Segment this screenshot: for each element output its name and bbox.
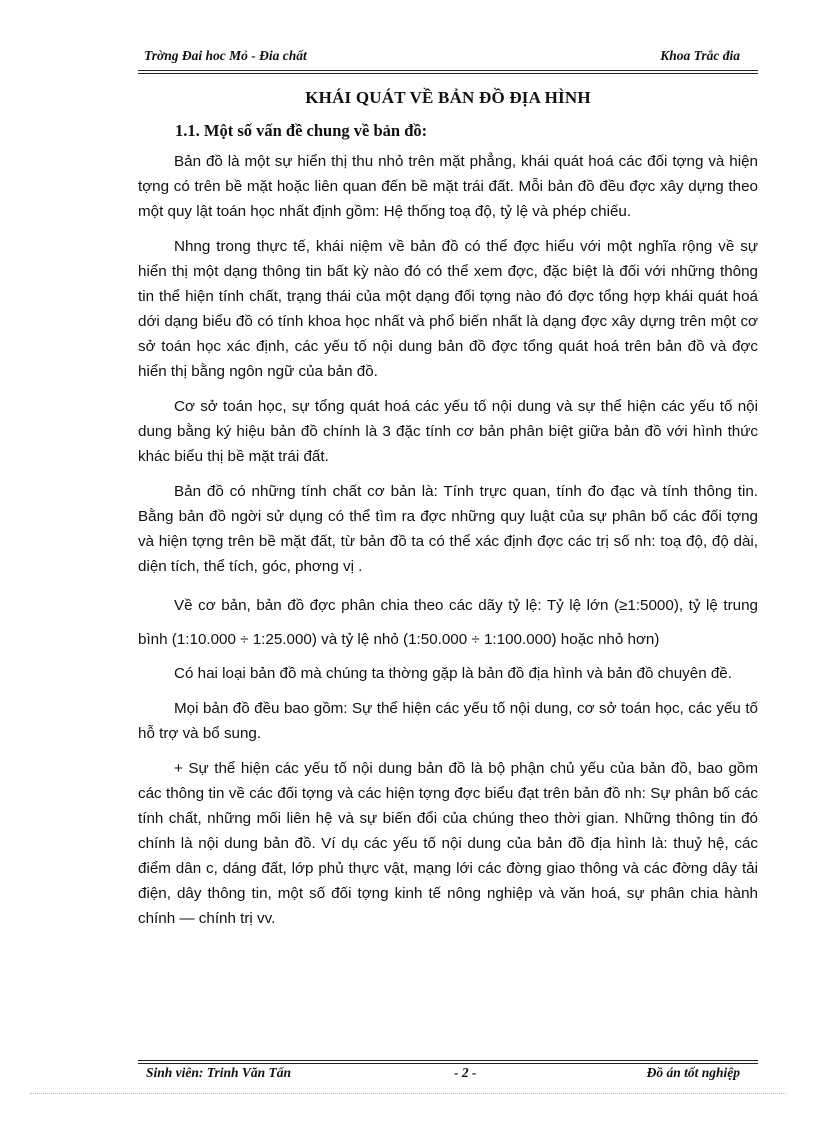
page-header <box>138 46 758 70</box>
page-number: - 2 - <box>454 1065 477 1080</box>
body-text <box>138 149 758 941</box>
section-heading: 1.1. Một số vấn đề chung về bản đồ: <box>175 121 428 140</box>
paragraph-4: Bản đồ có những tính chất cơ bản là: Tính trực quan, tính đo đạc và tính thông tin. Bằng bản đồ ngời sử dụng có thể tìm ra đợc những quy luật của sự phân bố các đối tợng và hiện tợng trên bề mặt đất, từ bản đồ ta có thể xác định đợc các trị số nh: toạ độ, độ dài, diện tích, thể tích, góc, phơng vị . <box>138 483 758 575</box>
footer-rule <box>138 1060 758 1061</box>
paragraph-8: + Sự thể hiện các yếu tố nội dung bản đồ là bộ phận chủ yếu của bản đồ, bao gồm các thông tin về các đối tợng và các hiện tợng đợc biểu đạt trên bản đồ nh: Sự phân bố các tính chất, những mối liên hệ và sự biến đổi của chúng theo thời gian. Những thông tin đó chính là nội dung bản đồ. Ví dụ các yếu tố nội dung của bản đồ địa hình là: thuỷ hệ, các điểm dân c, dáng đất, lớp phủ thực vật, mạng lới các đờng giao thông và các đờng dây tải điện, dây thông tin, một số đối tợng kinh tế nông nghiệp và văn hoá, sự phân chia hành chính — chính trị vv. <box>138 760 758 927</box>
paragraph-5: Về cơ bản, bản đồ đợc phân chia theo các dãy tỷ lệ: Tỷ lệ lớn (≥1:5000), tỷ lệ trung bình (1:10.000 ÷ 1:25.000) và tỷ lệ nhỏ (1:50.000 ÷ 1:100.000) hoặc nhỏ hơn) <box>138 597 758 648</box>
header-rule <box>138 70 758 71</box>
header-faculty: Khoa Trắc đia <box>660 48 740 63</box>
paragraph-6: Có hai loại bản đồ mà chúng ta thờng gặp là bản đồ địa hình và bản đồ chuyên đề. <box>174 665 732 682</box>
page-title: KHÁI QUÁT VỀ BẢN ĐỒ ĐỊA HÌNH <box>305 88 591 107</box>
paragraph-7: Mọi bản đồ đều bao gồm: Sự thể hiện các yếu tố nội dung, cơ sở toán học, các yếu tố hỗ trợ và bổ sung. <box>138 700 758 742</box>
paragraph-3: Cơ sở toán học, sự tổng quát hoá các yếu tố nội dung và sự thể hiện các yếu tố nội dung bằng ký hiệu bản đồ chính là 3 đặc tính cơ bản phân biệt giữa bản đồ với hình thức khác biểu thị bề mặt trái đất. <box>138 398 758 465</box>
footer-student: Sinh viên: Trinh Văn Tấn <box>146 1065 292 1080</box>
page-edge-dots <box>30 1093 786 1094</box>
footer-thesis: Đồ án tốt nghiệp <box>646 1065 740 1080</box>
paragraph-1: Bản đồ là một sự hiển thị thu nhỏ trên mặt phẳng, khái quát hoá các đối tợng và hiện tợng có trên bề mặt hoặc liên quan đến bề mặt trái đất. Mỗi bản đồ đều đợc xây dựng theo một quy lật toán học nhất định gồm: Hệ thống toạ độ, tỷ lệ và phép chiếu. <box>138 153 758 220</box>
page-footer <box>138 1064 758 1084</box>
header-university: Trờng Đai hoc Mỏ - Đia chất <box>144 48 307 63</box>
header-rule-double <box>138 73 758 74</box>
paragraph-2: Nhng trong thực tế, khái niệm về bản đồ có thể đợc hiểu với một nghĩa rộng về sự hiển thị một dạng thông tin bất kỳ nào đó có thể xem đợc, đặc biệt là đối với những thông tin thể hiện tính chất, trạng thái của một dạng đối tợng nào đó đợc tổng hợp khái quát hoá dới dạng biểu đồ có tính khoa học nhất và phổ biến nhất là dạng đợc xây dựng trên một cơ sở toán học xác định, các yếu tố nội dung bản đồ đợc tổng quát hoá trên bản đồ và đợc hiển thị bằng ngôn ngữ của bản đồ. <box>138 238 758 380</box>
